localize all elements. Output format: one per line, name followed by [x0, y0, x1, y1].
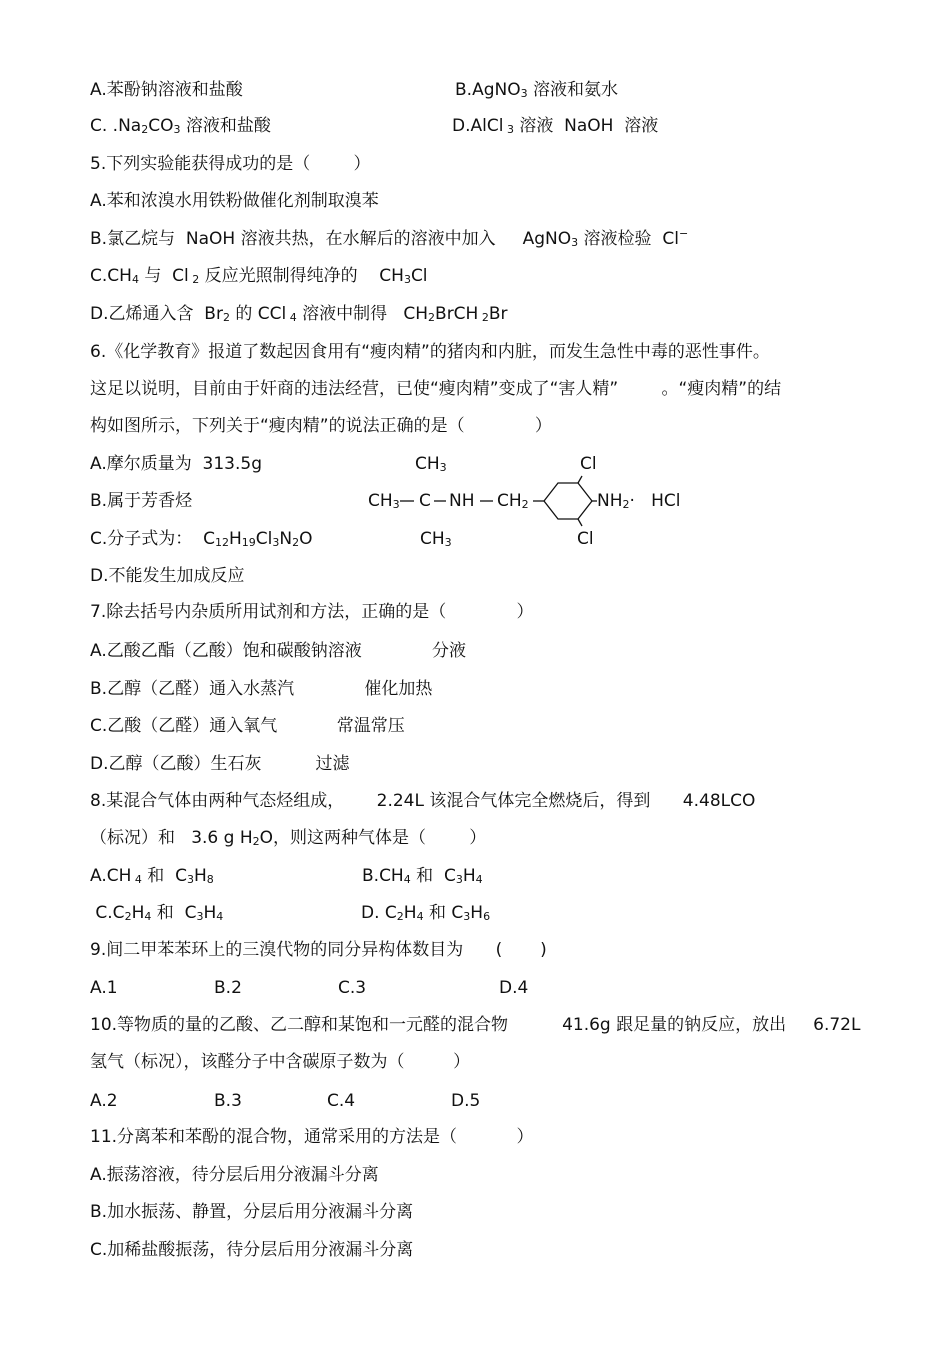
q9-stem: 9.间二甲苯苯环上的三溴代物的同分异构体数目为 ( ) — [90, 940, 547, 960]
q8-option-d: D. $C_2H_4$ 和 $C_3H_6$ — [361, 903, 491, 923]
q6-option-c: C.分子式为： $C_{12}H_{19}Cl_3N_2O$ — [90, 529, 313, 549]
q5-option-c: $C.CH_4$ 与 Cl $_2$ 反应光照制得纯净的 $CH_3Cl$ — [90, 266, 428, 286]
q4-option-d: D.AlCl $_3$ 溶液 NaOH 溶液 — [452, 116, 659, 136]
q7-option-a: A.乙酸乙酯（乙酸）饱和碳酸钠溶液 分液 — [90, 641, 466, 661]
q6-stem-line2: 这足以说明，目前由于奸商的违法经营，已使“瘦肉精”变成了“害人精” 。“瘦肉精”的结 — [90, 379, 782, 399]
q6-option-d: D.不能发生加成反应 — [90, 566, 245, 586]
struct-ch3-left: $CH_3$ — [368, 491, 400, 511]
q5-stem: 5.下列实验能获得成功的是（ ） — [90, 154, 371, 174]
q8-option-b: $B.CH_4$ 和 $C_3H_4$ — [362, 866, 483, 886]
q4-option-a: A.苯酚钠溶液和盐酸 — [90, 80, 243, 100]
q9-option-b: B.2 — [214, 978, 242, 998]
q8-option-c: $C.C_2H_4$ 和 $C_3H_4$ — [90, 903, 224, 923]
q5-option-d: D.乙烯通入含 $Br_2$ 的 CCl $_4$ 溶液中制得 $CH_2BrCH$ $_2$Br — [90, 304, 508, 324]
q11-option-a: A.振荡溶液，待分层后用分液漏斗分离 — [90, 1165, 379, 1185]
q5-option-b: B.氯乙烷与 NaOH 溶液共热，在水解后的溶液中加入 AgNO$_3$ 溶液检验 Cl− — [90, 227, 689, 249]
q11-option-b: B.加水振荡、静置，分层后用分液漏斗分离 — [90, 1202, 414, 1222]
q10-stem-line2: 氢气（标况），该醛分子中含碳原子数为（ ） — [90, 1052, 471, 1072]
q10-stem-line1: 10.等物质的量的乙酸、乙二醇和某饱和一元醛的混合物 41.6g 跟足量的钠反应，放出 6.72L — [90, 1015, 861, 1035]
struct-carbon: C — [419, 491, 431, 511]
struct-ch3-bottom: $CH_3$ — [420, 529, 452, 549]
q9-option-c: C.3 — [338, 978, 367, 998]
struct-ch2: $CH_2$ — [497, 491, 529, 511]
q10-option-c: C.4 — [327, 1091, 356, 1111]
q6-option-b: B.属于芳香烃 — [90, 491, 193, 511]
q4-option-b: B.AgNO$_3$ 溶液和氨水 — [455, 80, 618, 100]
struct-nh: NH — [449, 491, 475, 511]
q11-stem: 11.分离苯和苯酚的混合物，通常采用的方法是（ ） — [90, 1127, 534, 1147]
q9-option-d: D.4 — [499, 978, 529, 998]
q10-option-d: D.5 — [451, 1091, 481, 1111]
q6-stem-line3: 构如图所示，下列关于“瘦肉精”的说法正确的是（ ） — [90, 416, 552, 436]
q8-stem-line2: （标况）和 3.6 g $H_2O$，则这两种气体是（ ） — [90, 828, 487, 848]
struct-ch3-top: $CH_3$ — [415, 454, 447, 474]
q9-option-a: A.1 — [90, 978, 118, 998]
q7-option-d: D.乙醇（乙酸）生石灰 过滤 — [90, 754, 350, 774]
q6-option-a: A.摩尔质量为 313.5g — [90, 454, 263, 474]
struct-cl-bottom: Cl — [577, 529, 594, 549]
q7-stem: 7.除去括号内杂质所用试剂和方法，正确的是（ ） — [90, 602, 534, 622]
benzene-ring-icon — [544, 483, 592, 519]
q10-option-b: B.3 — [214, 1091, 242, 1111]
q4-option-c: C. $.Na_2CO_3$ 溶液和盐酸 — [90, 116, 271, 136]
q10-option-a: A.2 — [90, 1091, 118, 1111]
q5-option-a: A.苯和浓溴水用铁粉做催化剂制取溴苯 — [90, 191, 379, 211]
q11-option-c: C.加稀盐酸振荡，待分层后用分液漏斗分离 — [90, 1240, 414, 1260]
struct-nh2-hcl: $NH_2\cdot$ HCl — [597, 491, 681, 511]
q7-option-b: B.乙醇（乙醛）通入水蒸汽 催化加热 — [90, 679, 433, 699]
struct-cl-top: Cl — [580, 454, 597, 474]
q6-stem-line1: 6.《化学教育》报道了数起因食用有“瘦肉精”的猪肉和内脏，而发生急性中毒的恶性事件。 — [90, 342, 770, 362]
q8-option-a: A.CH $_4$ 和 $C_3H_8$ — [90, 866, 214, 886]
q7-option-c: C.乙酸（乙醛）通入氧气 常温常压 — [90, 716, 405, 736]
q8-stem-line1: 8.某混合气体由两种气态烃组成， 2.24L 该混合气体完全燃烧后，得到 4.48LCO — [90, 791, 756, 811]
